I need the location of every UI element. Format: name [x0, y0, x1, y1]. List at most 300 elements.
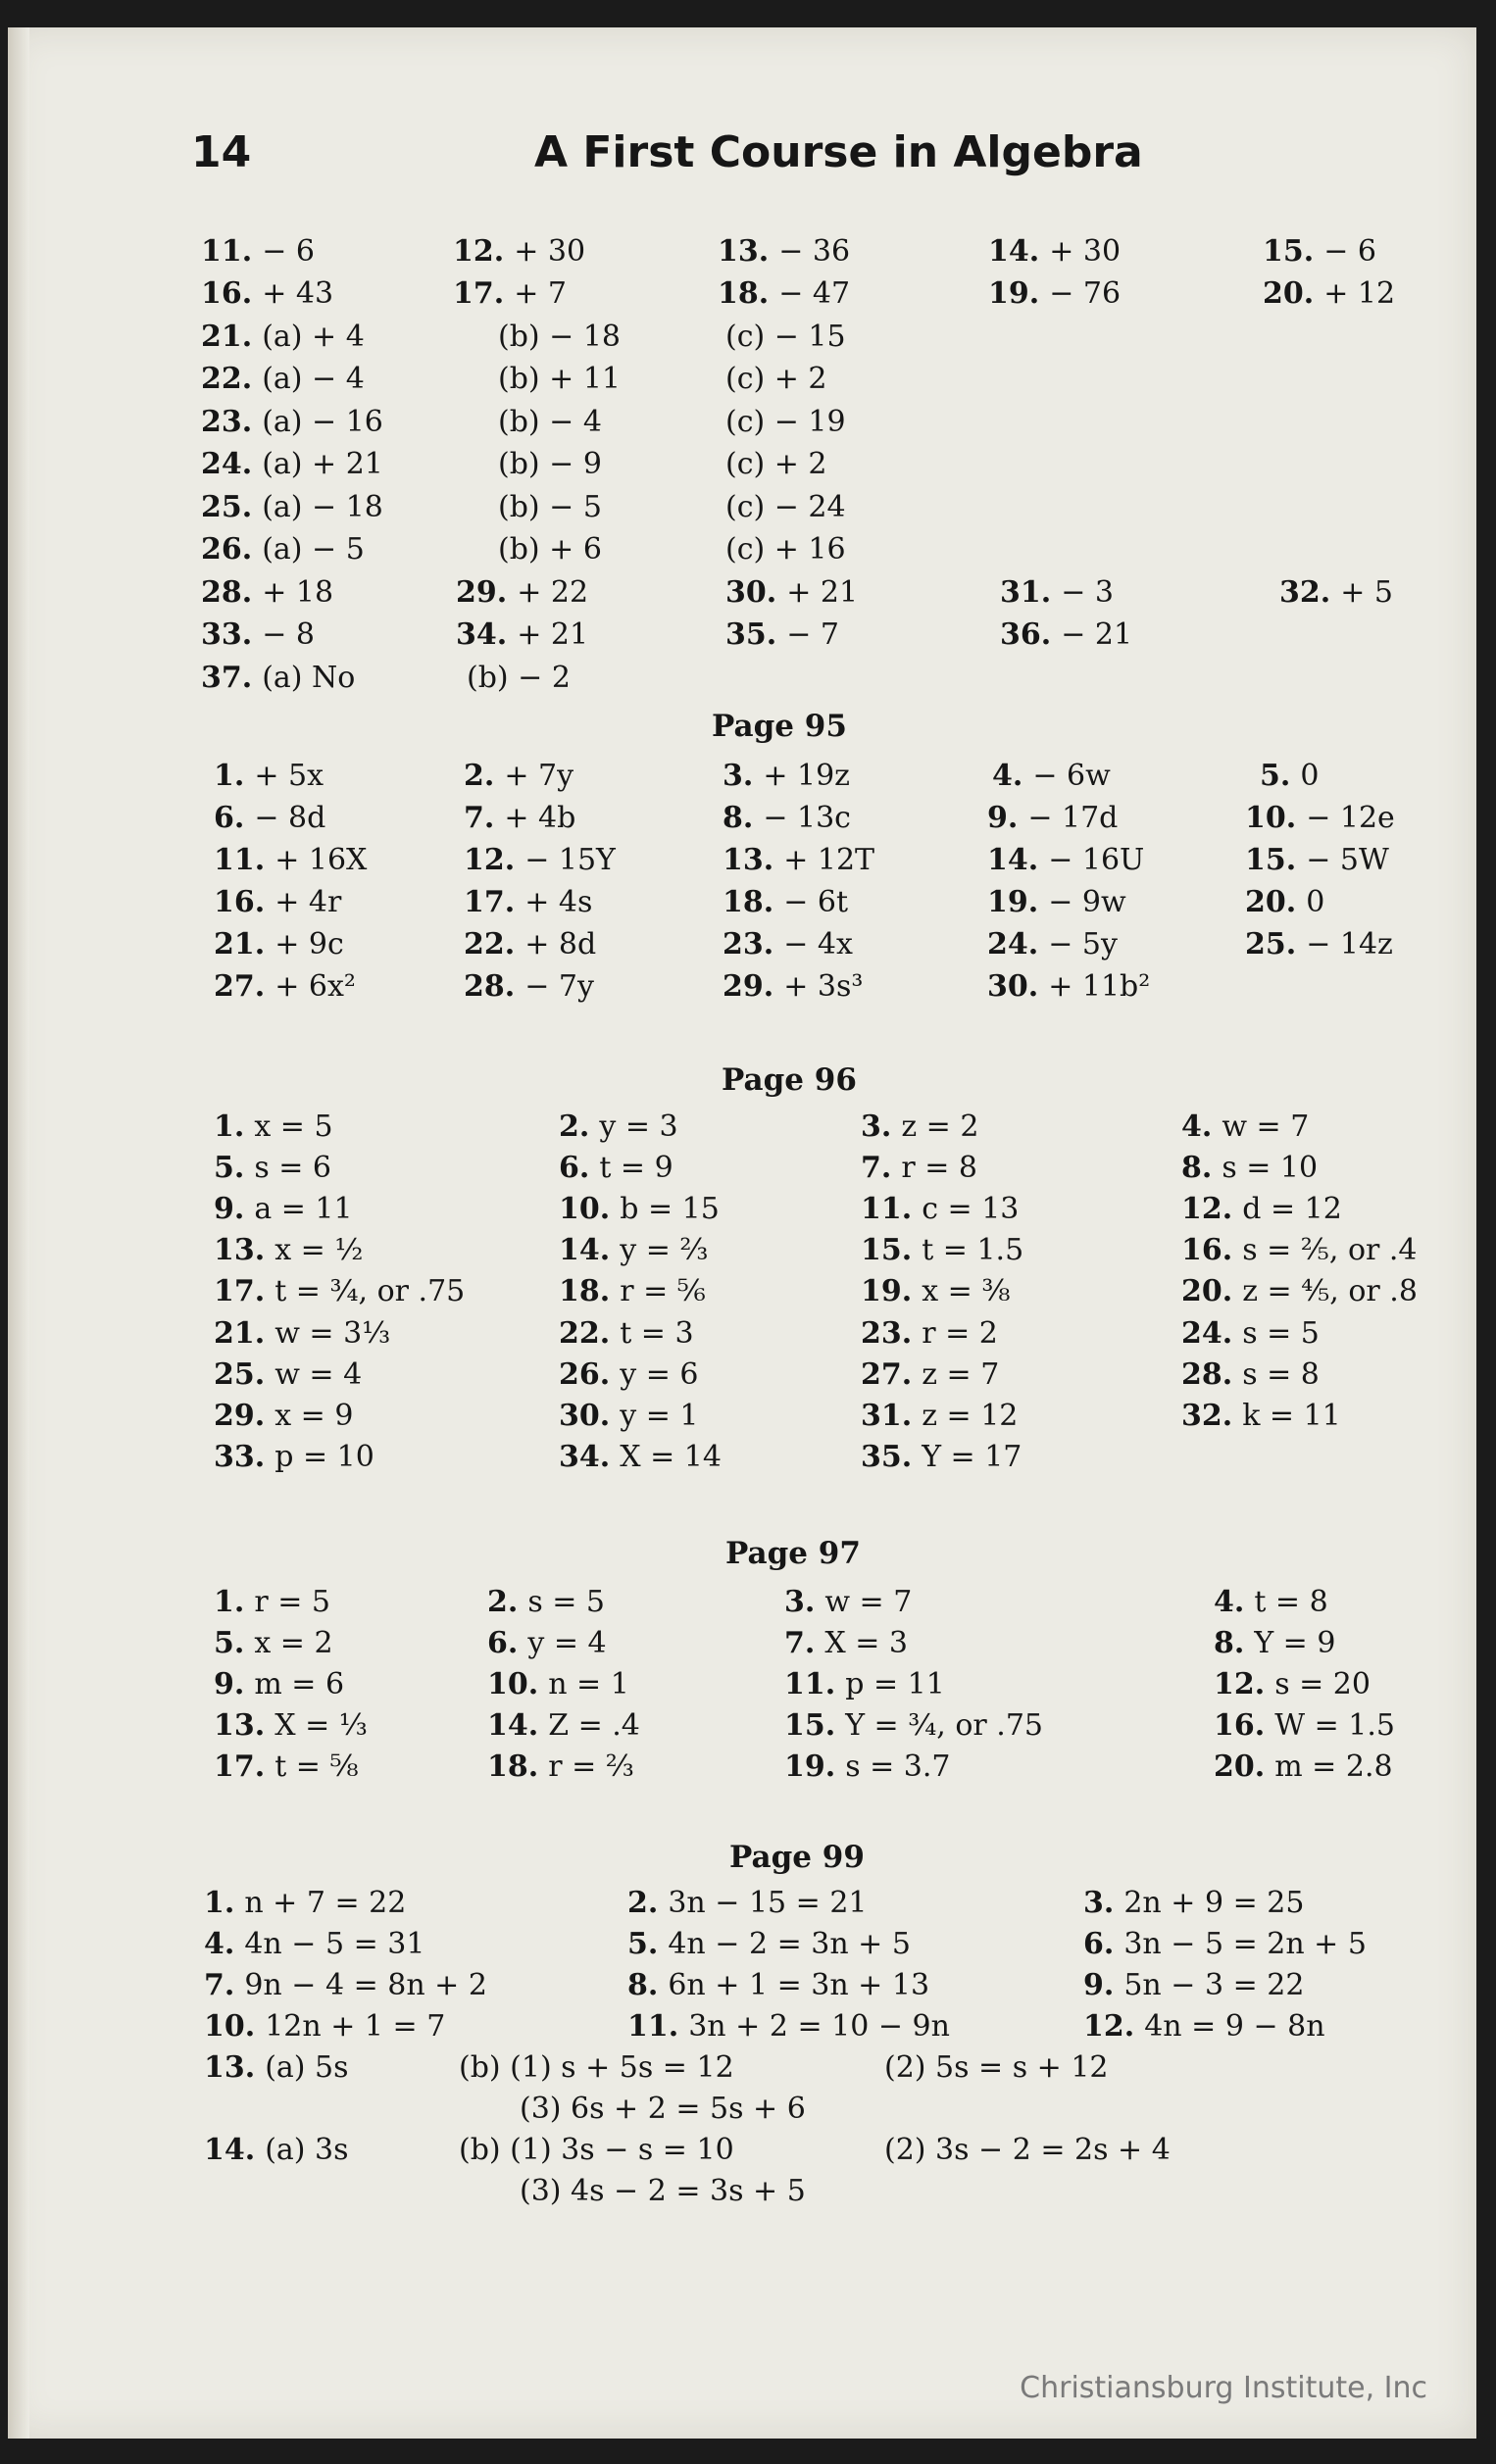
answer-item [487, 1748, 634, 1787]
item-number: 13. [214, 1708, 266, 1743]
item-number: 29. [723, 969, 774, 1004]
item-number: 3. [723, 759, 754, 793]
item-number: 19. [784, 1749, 836, 1784]
item-answer: − 16U [1048, 843, 1145, 877]
item-answer: 4n − 5 = 31 [244, 1927, 425, 1961]
item-number: 1. [214, 759, 245, 793]
answer-item [725, 616, 839, 655]
answer-item [725, 318, 846, 357]
item-answer: (c) + 2 [725, 362, 827, 396]
answer-item [1181, 1231, 1418, 1270]
item-number: 35. [861, 1440, 913, 1474]
item-number: 3. [861, 1109, 892, 1144]
item-answer: + 21 [517, 617, 589, 652]
item-number: 28. [464, 969, 516, 1004]
item-number: 19. [861, 1274, 913, 1308]
answer-item [784, 1583, 912, 1622]
answer-item [204, 1925, 424, 1964]
answer-item [214, 1706, 368, 1746]
item-answer: (b) − 9 [498, 447, 602, 481]
item-number: 19. [988, 276, 1040, 311]
answer-item [1000, 616, 1132, 655]
item-number: 18. [723, 885, 774, 919]
item-number: 11. [214, 843, 266, 877]
item-answer: (b) (1) s + 5s = 12 [459, 2050, 734, 2085]
answer-item [214, 1231, 363, 1270]
item-answer: 6n + 1 = 3n + 13 [668, 1968, 930, 2002]
answer-item [201, 360, 365, 399]
item-number: 33. [214, 1440, 266, 1474]
item-answer: + 7y [504, 759, 574, 793]
item-number: 10. [204, 2009, 256, 2044]
answer-item [214, 841, 367, 880]
item-number: 22. [464, 927, 516, 961]
item-number: 8. [723, 801, 754, 835]
answer-item [627, 2007, 950, 2046]
item-number: 24. [1181, 1316, 1233, 1351]
item-number: 13. [718, 234, 770, 269]
item-answer: z = 2 [901, 1109, 979, 1144]
item-answer: r = ⅔ [548, 1749, 634, 1784]
answer-item [214, 1190, 353, 1229]
answer-item [204, 2131, 349, 2170]
item-number: 25. [201, 490, 253, 524]
item-answer: Z = .4 [548, 1708, 640, 1743]
item-number: 14. [204, 2133, 256, 2167]
item-number: 13. [204, 2050, 256, 2085]
item-number: 2. [559, 1109, 590, 1144]
item-answer: c = 13 [922, 1192, 1020, 1226]
item-answer: 4n − 2 = 3n + 5 [668, 1927, 911, 1961]
answer-item [498, 488, 602, 527]
answer-item [498, 318, 621, 357]
item-number: 29. [456, 575, 508, 610]
answer-item [861, 1149, 977, 1188]
item-number: 31. [1000, 575, 1052, 610]
item-number: 34. [559, 1440, 611, 1474]
answer-item [784, 1665, 945, 1704]
answer-row [0, 1355, 1496, 1395]
answer-item [1181, 1397, 1341, 1436]
answer-row [0, 1966, 1496, 2005]
answer-item [459, 2131, 734, 2170]
item-answer: y = ⅔ [620, 1233, 709, 1267]
item-number: 9. [987, 801, 1019, 835]
item-answer: n = 1 [548, 1667, 629, 1701]
item-answer: + 5x [254, 759, 324, 793]
answer-row [0, 1583, 1496, 1622]
answer-item [1083, 2007, 1325, 2046]
item-answer: Y = ¾, or .75 [845, 1708, 1044, 1743]
item-number: 8. [1181, 1151, 1213, 1185]
answer-item [453, 274, 567, 314]
item-number: 27. [214, 969, 266, 1004]
item-answer: p = 11 [845, 1667, 945, 1701]
answer-row [0, 2172, 1496, 2211]
item-number: 4. [992, 759, 1023, 793]
item-number: 15. [784, 1708, 836, 1743]
item-answer: x = ⅜ [922, 1274, 1011, 1308]
section-heading: Page 97 [725, 1536, 861, 1571]
item-number: 16. [1214, 1708, 1266, 1743]
answer-item [987, 967, 1150, 1007]
item-number: 15. [1263, 234, 1315, 269]
item-number: 31. [861, 1399, 913, 1433]
answer-item [204, 1884, 406, 1923]
item-answer: z = ⅘, or .8 [1242, 1274, 1418, 1308]
answer-item [1245, 841, 1389, 880]
answer-item [214, 1108, 333, 1147]
item-number: 34. [456, 617, 508, 652]
book-title: A First Course in Algebra [534, 127, 1143, 177]
item-number: 30. [559, 1399, 611, 1433]
item-number: 9. [214, 1192, 245, 1226]
item-number: 37. [201, 661, 253, 695]
item-number: 3. [1083, 1886, 1115, 1920]
item-answer: (c) − 24 [725, 490, 846, 524]
answer-item [723, 925, 853, 964]
answer-row [0, 445, 1496, 484]
item-number: 1. [204, 1886, 235, 1920]
item-number: 5. [1260, 759, 1291, 793]
item-answer: (3) 6s + 2 = 5s + 6 [520, 2092, 806, 2126]
answer-row [0, 530, 1496, 569]
item-answer: s = 5 [1242, 1316, 1320, 1351]
item-number: 20. [1245, 885, 1297, 919]
item-answer: + 4b [504, 801, 576, 835]
item-answer: − 14z [1306, 927, 1393, 961]
answer-item [214, 1149, 331, 1188]
item-answer: − 6 [1323, 234, 1376, 269]
item-number: 32. [1279, 575, 1331, 610]
item-answer: − 47 [778, 276, 851, 311]
answer-item [520, 2090, 806, 2129]
answer-item [723, 883, 848, 922]
item-answer: (a) − 4 [262, 362, 365, 396]
answer-row [0, 1706, 1496, 1746]
answer-item [1181, 1108, 1309, 1147]
answer-row [0, 616, 1496, 655]
item-answer: − 7y [524, 969, 594, 1004]
answer-item [1245, 799, 1395, 838]
item-number: 15. [861, 1233, 913, 1267]
item-number: 22. [201, 362, 253, 396]
item-answer: m = 6 [254, 1667, 345, 1701]
item-answer: − 6t [783, 885, 849, 919]
item-answer: − 5W [1306, 843, 1389, 877]
item-answer: r = 8 [901, 1151, 977, 1185]
answer-row [0, 1272, 1496, 1311]
item-answer: d = 12 [1242, 1192, 1342, 1226]
answer-item [498, 530, 602, 569]
item-number: 13. [723, 843, 774, 877]
answer-item [464, 883, 592, 922]
item-answer: − 5y [1048, 927, 1118, 961]
item-answer: n + 7 = 22 [244, 1886, 407, 1920]
answer-item [559, 1397, 698, 1436]
item-answer: + 12T [783, 843, 875, 877]
item-answer: X = ⅓ [274, 1708, 368, 1743]
item-answer: y = 4 [527, 1626, 607, 1660]
answer-item [725, 573, 858, 613]
item-number: 24. [987, 927, 1039, 961]
answer-item [214, 757, 324, 796]
item-number: 9. [214, 1667, 245, 1701]
answer-row [0, 1149, 1496, 1188]
item-number: 5. [214, 1626, 245, 1660]
item-answer: + 12 [1323, 276, 1396, 311]
item-answer: (b) (1) 3s − s = 10 [459, 2133, 734, 2167]
item-number: 28. [1181, 1357, 1233, 1392]
answer-row [0, 1438, 1496, 1477]
answer-row [0, 659, 1496, 698]
answer-item [627, 1884, 868, 1923]
item-number: 6. [214, 801, 245, 835]
answer-item [1181, 1272, 1418, 1311]
answer-item [464, 967, 594, 1007]
item-answer: + 4r [274, 885, 342, 919]
item-answer: − 76 [1049, 276, 1122, 311]
answer-row [0, 488, 1496, 527]
answer-item [1181, 1190, 1342, 1229]
item-answer: − 17d [1027, 801, 1119, 835]
item-number: 35. [725, 617, 777, 652]
item-number: 12. [1083, 2009, 1135, 2044]
answer-item [453, 232, 585, 271]
item-number: 1. [214, 1109, 245, 1144]
answer-row [0, 2131, 1496, 2170]
item-number: 32. [1181, 1399, 1233, 1433]
item-answer: t = ¾, or .75 [274, 1274, 466, 1308]
answer-item [1000, 573, 1114, 613]
answer-item [487, 1624, 607, 1663]
answer-item [861, 1314, 998, 1354]
answer-item [1214, 1665, 1371, 1704]
item-number: 17. [214, 1274, 266, 1308]
item-answer: (b) + 11 [498, 362, 621, 396]
item-answer: + 8d [524, 927, 597, 961]
answer-item [784, 1748, 951, 1787]
answer-row [0, 2090, 1496, 2129]
item-answer: r = 5 [254, 1585, 330, 1619]
item-answer: s = 10 [1222, 1151, 1319, 1185]
item-number: 25. [1245, 927, 1297, 961]
answer-item [201, 403, 383, 442]
item-number: 21. [214, 927, 266, 961]
answer-item [459, 2048, 734, 2088]
item-answer: − 12e [1306, 801, 1395, 835]
answer-item [725, 530, 846, 569]
item-answer: + 43 [262, 276, 334, 311]
item-number: 14. [559, 1233, 611, 1267]
item-answer: (c) + 16 [725, 532, 846, 567]
answer-item [1214, 1706, 1395, 1746]
item-answer: t = 8 [1254, 1585, 1328, 1619]
answer-item [487, 1706, 640, 1746]
item-number: 12. [453, 234, 505, 269]
item-answer: − 4x [783, 927, 853, 961]
item-answer: (c) + 2 [725, 447, 827, 481]
page-number: 14 [191, 127, 252, 177]
item-answer: z = 7 [922, 1357, 1000, 1392]
item-number: 10. [487, 1667, 539, 1701]
answer-item [464, 799, 575, 838]
answer-item [559, 1149, 673, 1188]
item-number: 12. [1181, 1192, 1233, 1226]
item-number: 10. [559, 1192, 611, 1226]
item-answer: (a) 3s [265, 2133, 349, 2167]
answer-item [627, 1966, 929, 2005]
answer-item [725, 360, 827, 399]
item-number: 2. [627, 1886, 659, 1920]
item-answer: w = 4 [274, 1357, 363, 1392]
item-number: 16. [214, 885, 266, 919]
item-answer: t = 3 [620, 1316, 694, 1351]
section-heading: Page 96 [722, 1062, 857, 1098]
item-number: 12. [464, 843, 516, 877]
item-answer: s = 20 [1274, 1667, 1371, 1701]
answer-item [723, 841, 874, 880]
answer-item [1214, 1583, 1328, 1622]
item-answer: X = 14 [620, 1440, 722, 1474]
item-number: 33. [201, 617, 253, 652]
answer-item [987, 925, 1118, 964]
item-answer: (b) − 18 [498, 320, 621, 354]
item-answer: (a) + 21 [262, 447, 383, 481]
answer-item [559, 1314, 694, 1354]
answer-item [456, 616, 588, 655]
item-answer: b = 15 [620, 1192, 720, 1226]
item-number: 36. [1000, 617, 1052, 652]
answer-item [214, 1583, 330, 1622]
answer-item [725, 488, 846, 527]
item-number: 21. [201, 320, 253, 354]
answer-item [559, 1355, 698, 1395]
item-number: 5. [214, 1151, 245, 1185]
answer-row [0, 925, 1496, 964]
item-number: 15. [1245, 843, 1297, 877]
item-number: 20. [1214, 1749, 1266, 1784]
item-number: 2. [464, 759, 495, 793]
item-answer: − 36 [778, 234, 851, 269]
item-answer: r = ⅚ [620, 1274, 706, 1308]
item-number: 26. [201, 532, 253, 567]
item-number: 2. [487, 1585, 519, 1619]
answer-item [1260, 757, 1319, 796]
answer-row [0, 274, 1496, 314]
item-answer: (2) 5s = s + 12 [884, 2050, 1109, 2085]
item-number: 1. [214, 1585, 245, 1619]
item-number: 18. [559, 1274, 611, 1308]
item-answer: 3n + 2 = 10 − 9n [688, 2009, 950, 2044]
answer-item [559, 1190, 720, 1229]
answer-item [214, 1272, 465, 1311]
answer-item [992, 757, 1111, 796]
answer-item [861, 1231, 1023, 1270]
item-number: 30. [987, 969, 1039, 1004]
answer-row [0, 403, 1496, 442]
item-number: 5. [627, 1927, 659, 1961]
item-answer: + 11b² [1048, 969, 1151, 1004]
answer-row [0, 1108, 1496, 1147]
item-answer: 9n − 4 = 8n + 2 [244, 1968, 487, 2002]
answer-item [1214, 1748, 1393, 1787]
answer-item [988, 274, 1121, 314]
item-number: 23. [861, 1316, 913, 1351]
answer-item [214, 1397, 353, 1436]
item-answer: + 3s³ [783, 969, 864, 1004]
answer-item [201, 616, 315, 655]
item-number: 17. [464, 885, 516, 919]
item-number: 4. [204, 1927, 235, 1961]
answer-item [487, 1583, 605, 1622]
item-number: 3. [784, 1585, 816, 1619]
answer-item [559, 1438, 722, 1477]
answer-item [464, 925, 596, 964]
answer-row [0, 360, 1496, 399]
answer-item [723, 757, 850, 796]
item-number: 23. [201, 405, 253, 439]
item-number: 11. [861, 1192, 913, 1226]
answer-row [0, 799, 1496, 838]
item-answer: − 8d [254, 801, 326, 835]
answer-item [1083, 1925, 1367, 1964]
item-answer: (a) No [262, 661, 356, 695]
item-number: 23. [723, 927, 774, 961]
answer-item [214, 1438, 374, 1477]
item-number: 11. [201, 234, 253, 269]
item-answer: w = 7 [1222, 1109, 1310, 1144]
item-number: 28. [201, 575, 253, 610]
item-number: 8. [1214, 1626, 1245, 1660]
answer-item [784, 1624, 908, 1663]
item-answer: + 30 [514, 234, 586, 269]
answer-item [1245, 883, 1324, 922]
item-answer: t = ⅝ [274, 1749, 359, 1784]
item-answer: + 22 [517, 575, 589, 610]
item-answer: y = 6 [620, 1357, 699, 1392]
item-number: 19. [987, 885, 1039, 919]
item-answer: + 9c [274, 927, 344, 961]
item-answer: − 7 [786, 617, 839, 652]
item-number: 6. [1083, 1927, 1115, 1961]
answer-row [0, 1665, 1496, 1704]
item-answer: + 16X [274, 843, 368, 877]
answer-item [201, 530, 365, 569]
item-number: 20. [1181, 1274, 1233, 1308]
item-number: 7. [204, 1968, 235, 2002]
answer-row [0, 883, 1496, 922]
item-number: 14. [988, 234, 1040, 269]
item-number: 10. [1245, 801, 1297, 835]
answer-row [0, 2048, 1496, 2088]
item-answer: + 30 [1049, 234, 1122, 269]
item-answer: − 6w [1032, 759, 1111, 793]
item-answer: + 19z [763, 759, 850, 793]
answer-item [723, 967, 863, 1007]
answer-item [214, 1665, 344, 1704]
answer-item [204, 2048, 349, 2088]
item-answer: 5n − 3 = 22 [1123, 1968, 1305, 2002]
answer-item [861, 1272, 1010, 1311]
answer-item [987, 841, 1144, 880]
item-answer: − 15Y [524, 843, 616, 877]
answer-item [214, 1355, 362, 1395]
item-answer: 0 [1306, 885, 1325, 919]
answer-item [214, 799, 325, 838]
item-answer: X = 3 [824, 1626, 908, 1660]
item-answer: (a) − 16 [262, 405, 383, 439]
